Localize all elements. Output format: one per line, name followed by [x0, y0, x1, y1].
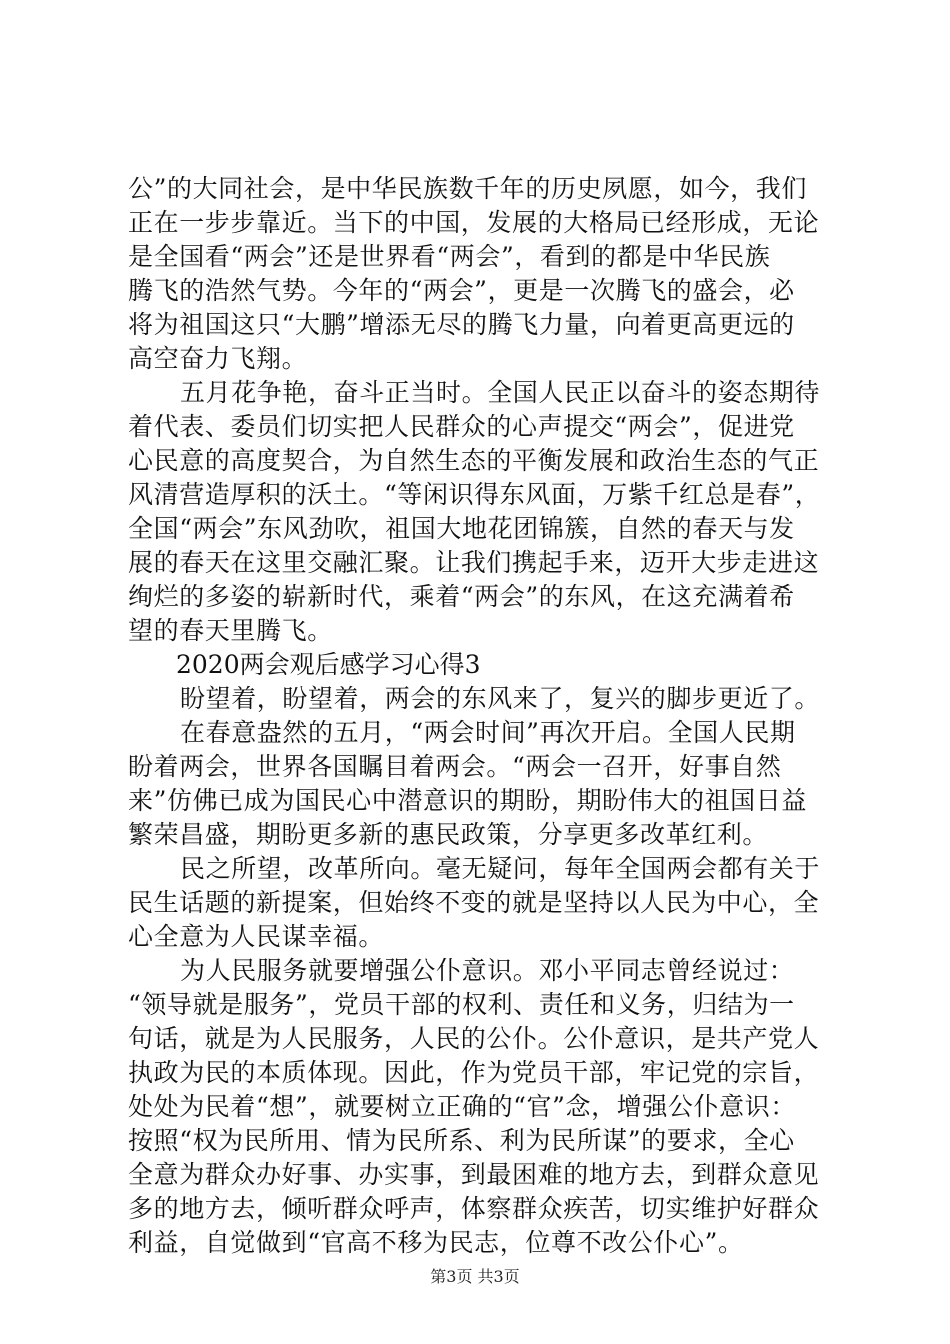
text-line: 在春意盎然的五月，“两会时间”再次开启。全国人民期 [180, 718, 796, 747]
text-line: 公”的大同社会，是中华民族数千年的历史夙愿，如今，我们 [128, 174, 807, 203]
text-line: 高空奋力飞翔。 [128, 344, 308, 373]
text-line: 盼望着，盼望着，两会的东风来了，复兴的脚步更近了。 [180, 684, 821, 713]
text-line: 心民意的高度契合，为自然生态的平衡发展和政治生态的气正 [128, 446, 820, 475]
text-line: 正在一步步靠近。当下的中国，发展的大格局已经形成，无论 [128, 208, 820, 237]
text-line: 展的春天在这里交融汇聚。让我们携起手来，迈开大步走进这 [128, 548, 820, 577]
text-line: 着代表、委员们切实把人民群众的心声提交“两会”，促进党 [128, 412, 795, 441]
text-line: 来”仿佛已成为国民心中潜意识的期盼，期盼伟大的祖国日益 [128, 786, 807, 815]
text-line: 按照“权为民所用、情为民所系、利为民所谋”的要求，全心 [128, 1126, 795, 1155]
text-line: 腾飞的浩然气势。今年的“两会”，更是一次腾飞的盛会，必 [128, 276, 795, 305]
text-line: 句话，就是为人民服务，人民的公仆。公仆意识，是共产党人 [128, 1024, 820, 1053]
text-line: 民之所望，改革所向。毫无疑问，每年全国两会都有关于 [180, 854, 821, 883]
text-line: 望的春天里腾飞。 [128, 616, 333, 645]
text-line: 盼着两会，世界各国瞩目着两会。“两会一召开，好事自然 [128, 752, 782, 781]
page-footer: 第3页 共3页 [430, 1267, 520, 1286]
text-line: 绚烂的多姿的崭新时代，乘着“两会”的东风，在这充满着希 [128, 582, 795, 611]
text-line: 全意为群众办好事、办实事，到最困难的地方去，到群众意见 [128, 1160, 820, 1189]
text-line: 处处为民着“想”，就要树立正确的“官”念，增强公仆意识： [128, 1092, 796, 1121]
text-line: 五月花争艳，奋斗正当时。全国人民正以奋斗的姿态期待 [180, 378, 821, 407]
text-line: 心全意为人民谋幸福。 [128, 922, 385, 951]
text-line: 繁荣昌盛，期盼更多新的惠民政策，分享更多改革红利。 [128, 820, 769, 849]
text-line: “领导就是服务”，党员干部的权利、责任和义务，归结为一 [128, 990, 795, 1019]
text-line: 利益，自觉做到“官高不移为民志，位尊不改公仆心”。 [128, 1228, 744, 1257]
text-line: 全国“两会”东风劲吹，祖国大地花团锦簇，自然的春天与发 [128, 514, 795, 543]
text-line: 多的地方去，倾听群众呼声，体察群众疾苦，切实维护好群众 [128, 1194, 820, 1223]
text-line: 民生话题的新提案，但始终不变的就是坚持以人民为中心，全 [128, 888, 820, 917]
section-heading: 2020两会观后感学习心得3 [176, 650, 481, 679]
text-line: 将为祖国这只“大鹏”增添无尽的腾飞力量，向着更高更远的 [128, 310, 795, 339]
text-line: 为人民服务就要增强公仆意识。邓小平同志曾经说过： [180, 956, 795, 985]
text-line: 是全国看“两会”还是世界看“两会”，看到的都是中华民族 [128, 242, 771, 271]
document-body [128, 172, 828, 1260]
text-line: 执政为民的本质体现。因此，作为党员干部，牢记党的宗旨， [128, 1058, 820, 1087]
text-line: 风清营造厚积的沃土。“等闲识得东风面，万紫千红总是春”， [128, 480, 821, 509]
